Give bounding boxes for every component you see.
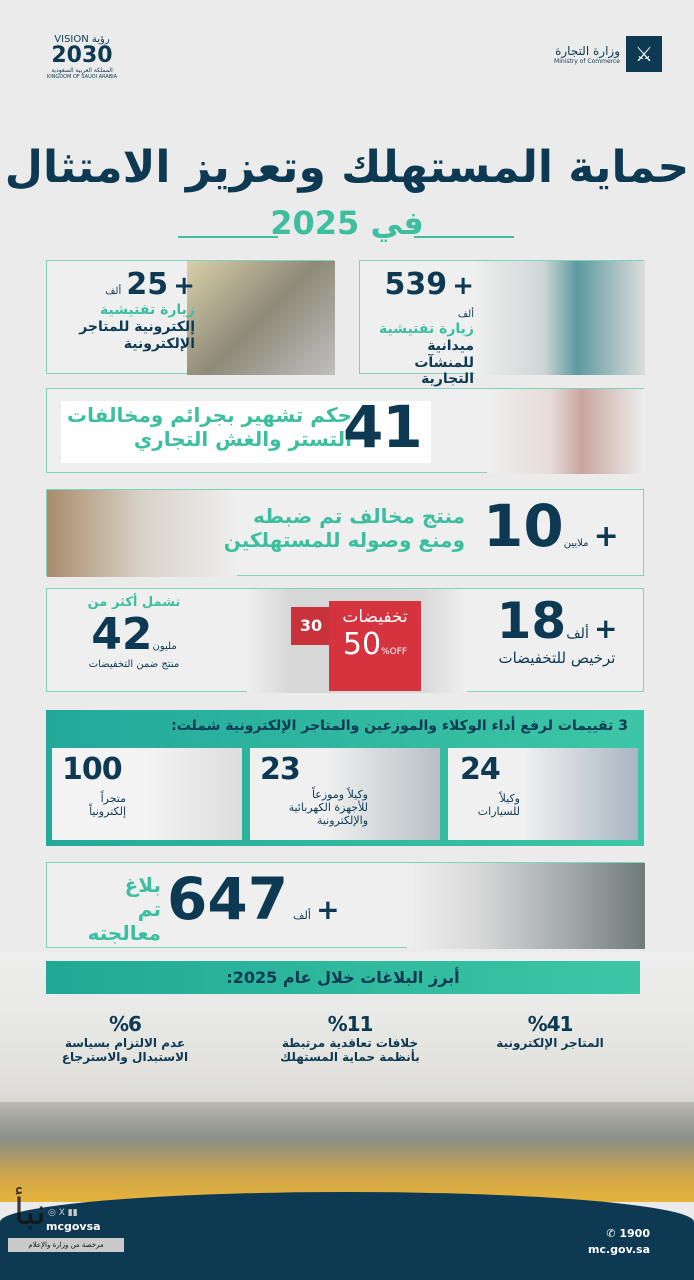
plus: +	[452, 271, 474, 301]
stat-unit: مليون	[152, 640, 177, 652]
sign-value: 50	[342, 627, 382, 662]
report-label: خلافات تعاقدية مرتبطة	[281, 1036, 419, 1050]
report-label: الاستبدال والاسترجاع	[61, 1050, 189, 1065]
sale-sign	[329, 601, 421, 691]
report-label: المتاجر الإلكترونية	[496, 1036, 604, 1050]
laptop-cart-image	[187, 261, 335, 375]
stat-label: إلكترونياً	[89, 805, 126, 818]
stat-unit: ألف	[293, 909, 311, 922]
divider	[178, 236, 278, 238]
ministry-name-en: Ministry of Commerce	[554, 57, 620, 65]
ministry-logo	[554, 36, 662, 72]
sign-off: %OFF	[381, 647, 408, 657]
stat-value: 24	[460, 752, 500, 787]
evaluations-panel	[46, 710, 644, 846]
reports-card	[46, 862, 644, 948]
plus: +	[173, 271, 195, 301]
naba-watermark	[8, 1192, 128, 1266]
stat-label: ترخيص للتخفيضات	[498, 649, 616, 667]
online-visits-card	[46, 260, 334, 374]
stat-value: 10	[483, 492, 564, 560]
page-subtitle: في 2025	[270, 204, 424, 242]
phone-icon: ✆	[606, 1227, 620, 1240]
stat-label: زيارة تفتيشية	[379, 321, 474, 337]
phone-contact[interactable]	[588, 1227, 650, 1240]
officials-image	[487, 389, 645, 474]
palm-swords-emblem-icon: ⚔	[626, 36, 662, 72]
sale-sign-back	[291, 607, 331, 645]
plus: +	[593, 612, 618, 645]
vision-title: VISION رؤية	[54, 34, 110, 45]
stat-label: تم معالجته	[87, 897, 161, 945]
stat-label: متجراً	[100, 792, 126, 805]
stat-label: وكيلاً	[499, 792, 520, 805]
watermark-logo: نبأ	[14, 1192, 46, 1233]
percent-value: %41	[527, 1012, 573, 1036]
stat-label: حكم تشهير بجرائم ومخالفات	[67, 403, 352, 427]
field-visits-card	[359, 260, 644, 388]
stat-unit: ألف	[566, 626, 589, 642]
plus: +	[593, 519, 619, 554]
warehouse-image	[47, 490, 237, 577]
percent-value: %6	[109, 1012, 141, 1036]
top-report-item	[255, 1012, 445, 1065]
stat-label: بلاغ	[124, 873, 161, 897]
stat-label: ميدانية	[427, 337, 474, 354]
discounts-card	[46, 588, 644, 692]
stat-label: وكيلاً وموزعاً	[311, 788, 368, 801]
stat-value: 18	[496, 592, 567, 650]
evaluations-title: 3 تقييمات لرفع أداء الوكلاء والموزعين والمتاجر الإلكترونية شملت:	[171, 718, 628, 734]
top-report-item	[470, 1012, 630, 1050]
stat-value: 23	[260, 752, 300, 787]
stat-unit: ألف	[457, 309, 474, 320]
stat-label: منتج ضمن التخفيضات	[88, 658, 180, 670]
evaluation-card-ecommerce	[52, 748, 242, 840]
stat-value: 41	[343, 393, 422, 461]
sign-text: 30	[299, 616, 323, 635]
vision-sub-ar: المملكة العربية السعودية	[51, 67, 113, 74]
stat-value: 647	[167, 865, 289, 933]
divider	[414, 236, 514, 238]
plus: +	[316, 893, 340, 926]
stat-value: 100	[62, 752, 122, 787]
ministry-name-ar: وزارة التجارة	[555, 43, 620, 58]
page-title: حماية المستهلك وتعزيز الامتثال	[4, 142, 690, 193]
social-icons: ◎ X ▮▮	[48, 1208, 78, 1218]
stat-label: الإلكترونية	[123, 335, 195, 352]
stat-label: منتج مخالف تم ضبطه	[253, 504, 465, 528]
includes-label: تشمل أكثر من	[87, 595, 181, 610]
website-link[interactable]: mc.gov.sa	[587, 1243, 650, 1256]
stat-label: إلكترونية للمتاجر	[79, 318, 195, 335]
defamation-card	[46, 388, 644, 473]
seized-products-card	[46, 489, 644, 576]
stat-label: زيارة تفتيشية	[100, 302, 195, 318]
vision-year: 2030	[51, 43, 113, 68]
license-label: مرخصة من وزارة والإعلام	[8, 1238, 124, 1252]
stat-label: للسيارات	[477, 805, 520, 818]
stat-unit: ملايين	[563, 538, 589, 549]
evaluation-card-electronics	[250, 748, 440, 840]
phone-number: 1900	[619, 1227, 650, 1240]
stat-label: للمنشآت التجارية	[414, 354, 474, 388]
report-label: بأنظمة حماية المستهلك	[280, 1050, 420, 1065]
inspector-image	[475, 261, 645, 375]
stat-value: 42	[91, 608, 153, 660]
top-reports-title: أبرز البلاغات خلال عام 2025:	[226, 968, 460, 987]
stat-label: والإلكترونية	[316, 814, 368, 827]
report-label: عدم الالتزام بسياسة	[64, 1036, 186, 1050]
stat-value: 539	[384, 267, 448, 302]
percent-value: %11	[327, 1012, 373, 1036]
stat-value: 25	[126, 267, 169, 302]
top-report-item	[40, 1012, 210, 1065]
stat-label: التستر والغش التجاري	[133, 427, 352, 451]
stat-label: للأجهزة الكهربائية	[288, 801, 368, 814]
vision-sub-en: KINGDOM OF SAUDI ARABIA	[46, 74, 118, 80]
evaluation-card-cars	[448, 748, 638, 840]
stat-label: ومنع وصوله للمستهلكين	[223, 528, 465, 552]
top-reports-bar	[46, 961, 640, 994]
call-center-image	[407, 863, 645, 949]
stat-unit: ألف	[105, 286, 122, 297]
vision-2030-logo	[42, 34, 122, 80]
sign-title: تخفيضات	[342, 607, 408, 627]
social-handle: mcgovsa	[46, 1220, 101, 1233]
